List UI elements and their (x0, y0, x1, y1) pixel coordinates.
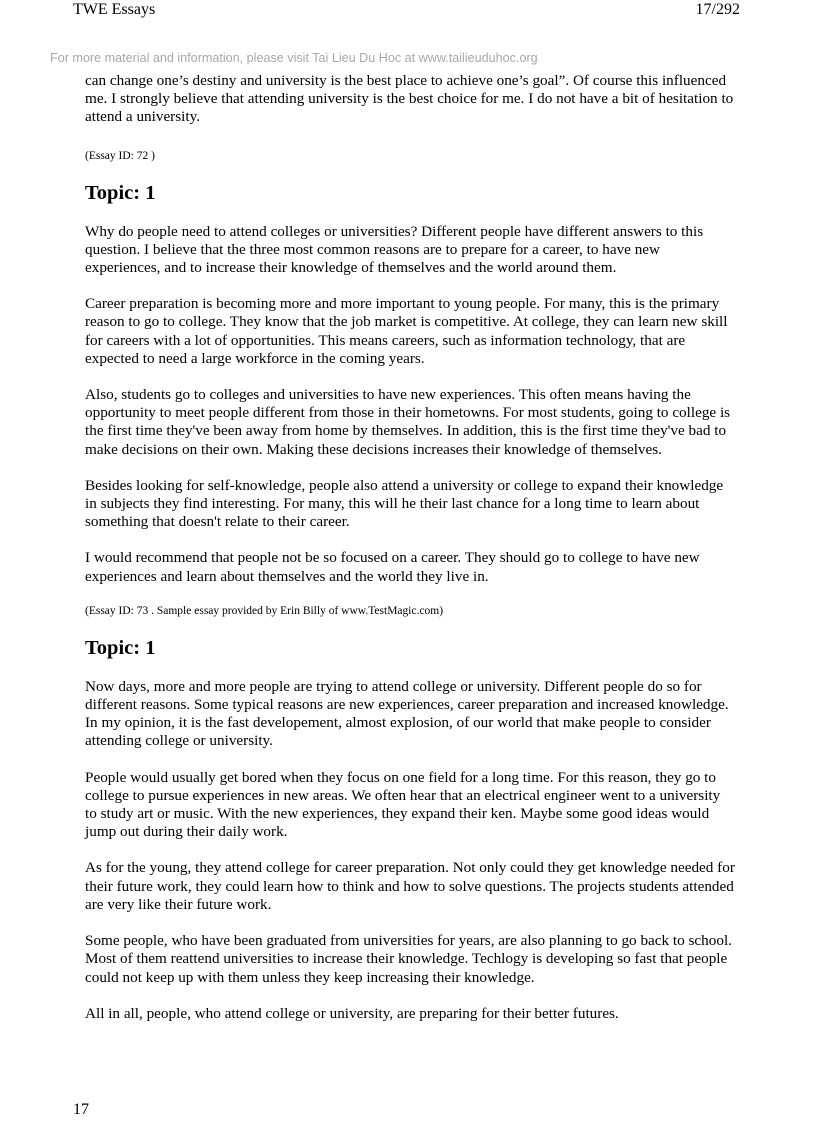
essay-paragraph: Besides looking for self-knowledge, people also attend a university or college to expand their knowledge in subjects they find interesting. For many, this will he their last chance for a long time to learn about something that doesn't relate to their career. (85, 476, 724, 531)
essay-id: (Essay ID: 72 ) (85, 149, 155, 162)
essay-paragraph: Career preparation is becoming more and more important to young people. For many, this is the primary reason to go to college. They know that the job market is competitive. At college, they can learn new skill for careers with a lot of opportunities. This means careers, such as information technology, that are expected to need a large workforce in the coming years. (85, 295, 728, 367)
essay-paragraph: Some people, who have been graduated from universities for years, are also planning to go back to school. Most of them reattend universities to increase their knowledge. Techlogy is developing so fast that people could not keep up with them unless they keep increasing their knowledge. (85, 932, 732, 986)
header-title: TWE Essays (73, 1, 156, 18)
watermark-text: For more material and information, please visit Tai Lieu Du Hoc at www.tailieuduhoc.org (50, 51, 538, 65)
intro-paragraph: can change one’s destiny and university is the best place to achieve one’s goal”. Of course this influenced me. I strongly believe that attending university is the best choice for me. I do not have a bit of hesitation to attend a university. (85, 72, 734, 126)
topic-heading: Topic: 1 (85, 181, 156, 204)
essay-paragraph: All in all, people, who attend college or university, are preparing for their better futures. (85, 1004, 619, 1022)
essay-paragraph: As for the young, they attend college for career preparation. Not only could they get knowledge needed for their future work, they could learn how to think and how to solve questions. The projects students attended are very like their future work. (85, 859, 735, 913)
essay-paragraph: I would recommend that people not be so focused on a career. They should go to college to have new experiences and learn about themselves and the world they live in. (85, 549, 700, 585)
page-number: 17 (73, 1101, 89, 1118)
topic-heading: Topic: 1 (85, 636, 156, 659)
page-counter: 17/292 (695, 1, 740, 18)
document-body (85, 72, 735, 1023)
essay-paragraph: Now days, more and more people are trying to attend college or university. Different people do so for different reasons. Some typical reasons are new experiences, career preparation and increased knowledge. In my opinion, it is the fast developement, almost explosion, of our world that make people to consider attending college or university. (85, 677, 729, 750)
essay-id: (Essay ID: 73 . Sample essay provided by Erin Billy of www.TestMagic.com) (85, 604, 444, 617)
essay-paragraph: Also, students go to colleges and universities to have new experiences. This often means having the opportunity to meet people different from those in their hometowns. For most students, going to college is the first time they've been away from home by themselves. In addition, this is the first time they've bad to make decisions on their own. Making these decisions increases their knowledge of themselves. (85, 386, 731, 458)
essay-paragraph: Why do people need to attend colleges or universities? Different people have different answers to this question. I believe that the three most common reasons are to prepare for a career, to have new experiences, and to increase their knowledge of themselves and the world around them. (85, 222, 704, 277)
essay-paragraph: People would usually get bored when they focus on one field for a long time. For this reason, they go to college to pursue experiences in new areas. We often hear that an electrical engineer went to a university to study art or music. With the new experiences, they expand their ken. Maybe some good ideas would jump out during their daily work. (85, 768, 721, 841)
